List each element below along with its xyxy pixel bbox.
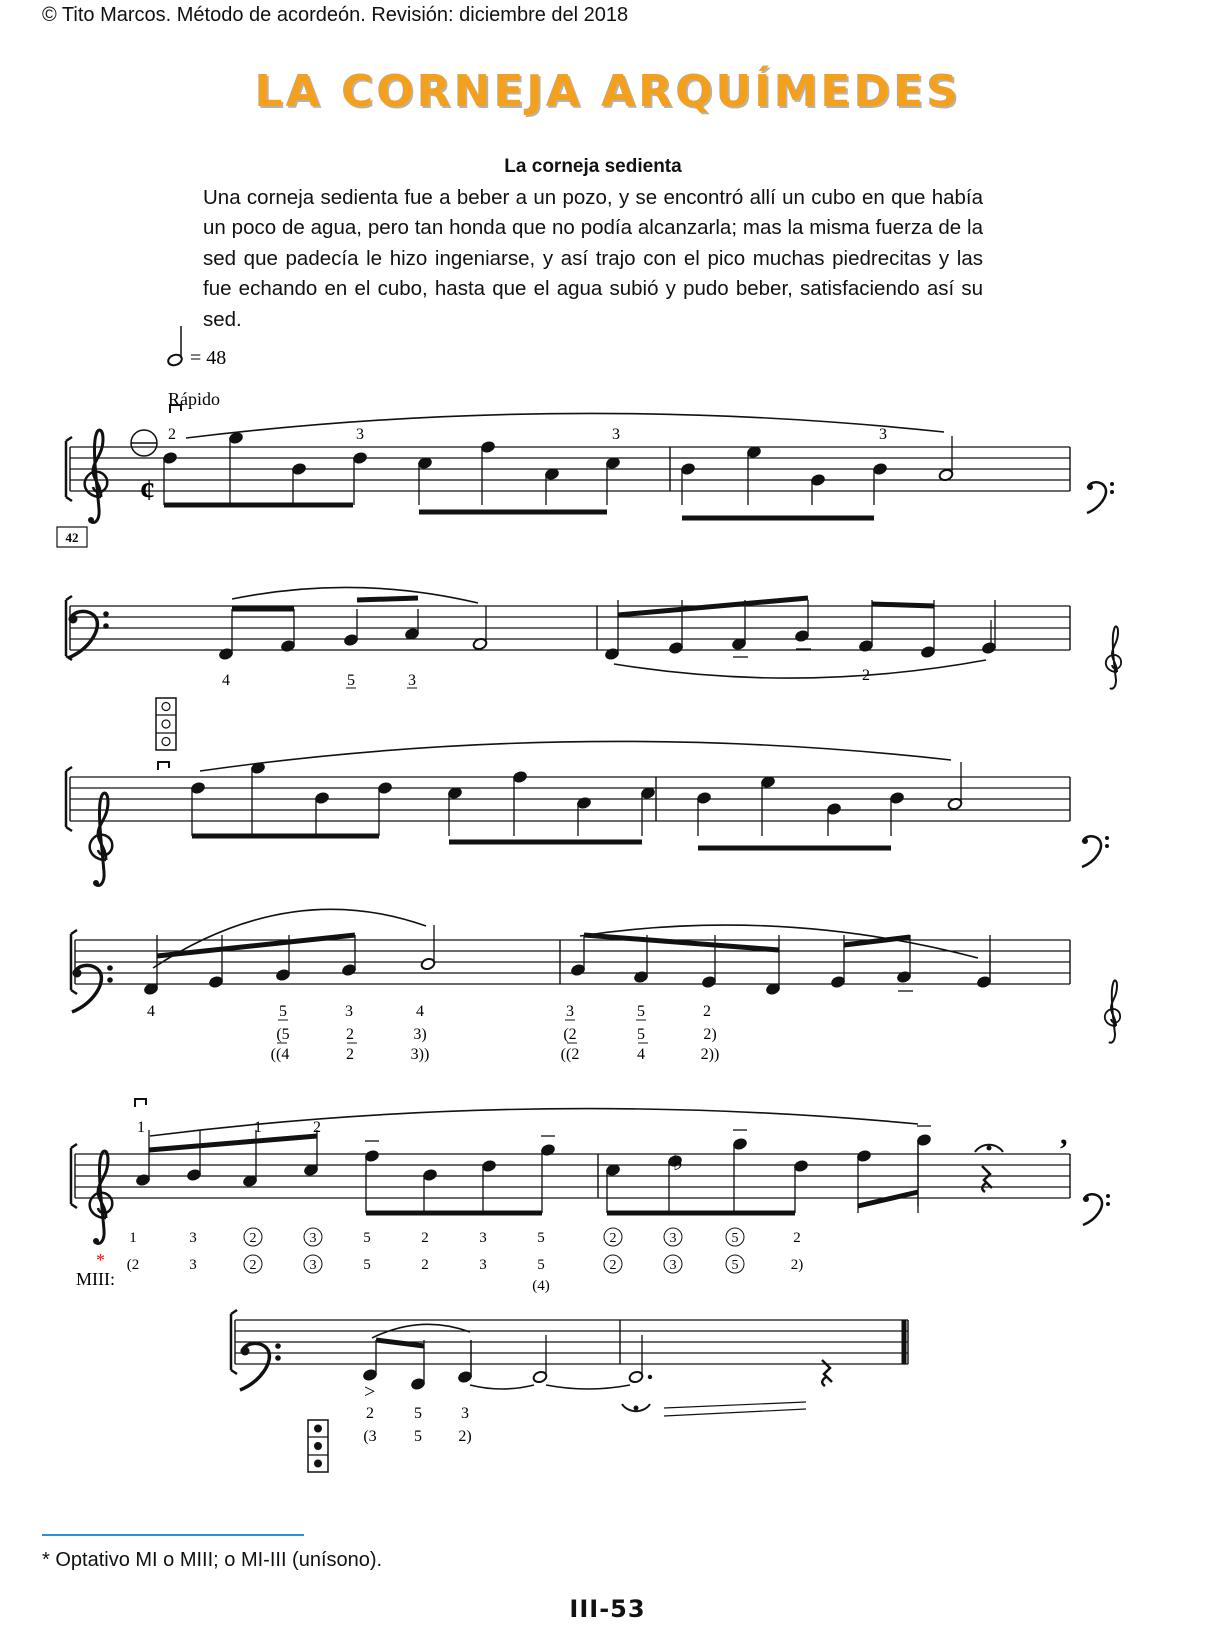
treble-clef-change-icon bbox=[1106, 626, 1121, 688]
fingering-number: 3 bbox=[408, 672, 416, 689]
page-number: III-53 bbox=[569, 1595, 646, 1623]
fingering-number: 5 bbox=[637, 1026, 645, 1043]
fingering-number: 3 bbox=[309, 1231, 317, 1246]
breath-mark-icon: , bbox=[1060, 1118, 1068, 1151]
fingering-number: 2 bbox=[421, 1257, 429, 1273]
fingering-number: 3 bbox=[566, 1003, 574, 1020]
fingering-number: 5 bbox=[637, 1003, 645, 1020]
fingering-number: 1 bbox=[129, 1230, 137, 1246]
bellows-mark bbox=[158, 762, 169, 770]
fingering-number: 3 bbox=[309, 1258, 317, 1273]
notes-layer bbox=[135, 405, 997, 1391]
fingering-number: 3 bbox=[189, 1230, 197, 1246]
fingering-number: 5 bbox=[537, 1257, 545, 1273]
bellows-mark bbox=[135, 1099, 146, 1107]
fingering-number: 3 bbox=[356, 426, 364, 443]
slur bbox=[200, 741, 951, 771]
fingering-number: 4 bbox=[147, 1003, 155, 1020]
beam bbox=[584, 935, 779, 950]
decrescendo-icon bbox=[664, 1402, 806, 1416]
fingering-number: 3 bbox=[189, 1257, 197, 1273]
fingering-number: 3) bbox=[413, 1026, 427, 1043]
fingering-number: 2 bbox=[862, 667, 870, 684]
bass-clef-icon bbox=[240, 1343, 281, 1390]
treble-clef-change-icon bbox=[1105, 980, 1120, 1042]
copyright-notice: © Tito Marcos. Método de acordeón. Revisión: diciembre del 2018 bbox=[42, 4, 629, 26]
treble-clef-icon bbox=[85, 430, 108, 523]
beam bbox=[858, 1192, 918, 1206]
beam bbox=[872, 604, 934, 606]
fingering-number: 5 bbox=[731, 1231, 739, 1246]
fingering-number: (5 bbox=[276, 1026, 290, 1043]
beam bbox=[357, 598, 418, 600]
treble-clef-icon bbox=[90, 793, 113, 886]
footnote-rule bbox=[42, 1534, 304, 1536]
tempo-marking bbox=[167, 326, 227, 409]
bass-clef-change-icon bbox=[1083, 1194, 1110, 1225]
fingering-number: 5 bbox=[347, 672, 355, 689]
bass-clef-icon bbox=[68, 611, 109, 658]
fingering-number: (2 bbox=[563, 1026, 577, 1043]
bass-clef-icon bbox=[72, 965, 113, 1012]
beam bbox=[376, 1340, 424, 1346]
accent-icon: > bbox=[364, 1381, 376, 1403]
slur bbox=[150, 1109, 918, 1136]
asterisk-mark: * bbox=[96, 1250, 105, 1270]
fingering-number: 2) bbox=[703, 1026, 717, 1043]
slur bbox=[470, 1385, 534, 1389]
fingering-number: 3 bbox=[479, 1230, 487, 1246]
slur bbox=[232, 587, 478, 603]
register-switch-icon bbox=[131, 430, 157, 456]
slur bbox=[614, 660, 986, 678]
fingering-number: (2 bbox=[126, 1257, 140, 1273]
fingering-number: 1 bbox=[137, 1119, 145, 1136]
fingering-number: 3 bbox=[612, 426, 620, 443]
fingering-number: 3 bbox=[879, 426, 887, 443]
fingering-number: 4 bbox=[222, 672, 230, 689]
fingering-number: 2) bbox=[790, 1257, 804, 1273]
fingering-number: 2) bbox=[458, 1428, 472, 1445]
flat-icon: ♭ bbox=[672, 1150, 684, 1175]
fingering-number: 2 bbox=[249, 1258, 257, 1273]
fermata-below-icon bbox=[622, 1404, 650, 1411]
fingering-number: ((4 bbox=[270, 1046, 290, 1063]
beam bbox=[149, 1136, 317, 1150]
fingering-number: 5 bbox=[279, 1003, 287, 1020]
fingering-number: 4 bbox=[637, 1046, 645, 1063]
fingering-number: 2 bbox=[346, 1026, 354, 1043]
fingering-number: ((2 bbox=[560, 1046, 580, 1063]
bass-register-icon bbox=[156, 698, 176, 750]
fingering-number: 2)) bbox=[700, 1046, 720, 1063]
fingering-number: 5 bbox=[414, 1405, 422, 1422]
fingering-number: 2 bbox=[703, 1003, 711, 1020]
footnote: * Optativo MI o MIII; o MI-III (unísono). bbox=[42, 1549, 383, 1571]
fingering-number: 2 bbox=[366, 1405, 374, 1422]
fingering-number: 2 bbox=[346, 1046, 354, 1063]
fingering-number: 2 bbox=[793, 1230, 801, 1246]
fingering-number: 2 bbox=[609, 1231, 617, 1246]
beam bbox=[157, 935, 355, 956]
fingering-number: 4 bbox=[416, 1003, 424, 1020]
fingering-number: 3)) bbox=[410, 1046, 430, 1063]
dot-mark bbox=[648, 1375, 652, 1379]
bass-clef-change-icon bbox=[1082, 836, 1109, 867]
fingering-number: 2 bbox=[313, 1119, 321, 1136]
tempo-value: = 48 bbox=[190, 347, 227, 369]
fingering-number: 2 bbox=[249, 1231, 257, 1246]
story-title: La corneja sedienta bbox=[504, 156, 682, 177]
fingering-number: 2 bbox=[168, 426, 176, 443]
measure-number: 42 bbox=[65, 530, 79, 545]
fingering-number: 5 bbox=[731, 1258, 739, 1273]
cut-time-icon: ¢ bbox=[140, 474, 155, 507]
fingering-layer bbox=[127, 426, 887, 1445]
fermata-icon bbox=[975, 1145, 1003, 1152]
fingering-number: 3 bbox=[345, 1003, 353, 1020]
miii-label: MIII: bbox=[76, 1269, 115, 1289]
fingering-number: (3 bbox=[363, 1428, 377, 1445]
fingering-number: (4) bbox=[532, 1278, 550, 1294]
tempo-text: Rápido bbox=[168, 389, 220, 409]
page-title: LA CORNEJA ARQUÍMEDES bbox=[254, 66, 961, 117]
fingering-number: 2 bbox=[609, 1258, 617, 1273]
fingering-number: 5 bbox=[363, 1230, 371, 1246]
fingering-number: 5 bbox=[414, 1428, 422, 1445]
quarter-rest-icon bbox=[982, 1166, 992, 1192]
staff-lines bbox=[66, 437, 1070, 1374]
fingering-number: 1 bbox=[254, 1119, 262, 1136]
story-text: Una corneja sedienta fue a beber a un pozo, y se encontró allí un cubo en que había un poco de agua, pero tan honda que no podía alcanzarla; mas la misma fuerza de la sed que padecía le hizo ingeniarse, y así trajo con el pico muchas piedrecitas y las fue echando en el cubo, hasta que el agua subió y pudo beber, satisfaciendo así su sed. bbox=[203, 185, 983, 331]
fingering-number: 3 bbox=[479, 1257, 487, 1273]
bass-register-filled-icon bbox=[308, 1420, 328, 1472]
fingering-number: 5 bbox=[363, 1257, 371, 1273]
slur bbox=[186, 413, 944, 438]
bass-clef-change-icon bbox=[1087, 482, 1114, 513]
fingering-number: 3 bbox=[669, 1231, 677, 1246]
fingering-number: 3 bbox=[461, 1405, 469, 1422]
slur bbox=[546, 1385, 630, 1389]
fingering-number: 5 bbox=[537, 1230, 545, 1246]
fingering-number: 3 bbox=[669, 1258, 677, 1273]
fingering-number: 2 bbox=[421, 1230, 429, 1246]
